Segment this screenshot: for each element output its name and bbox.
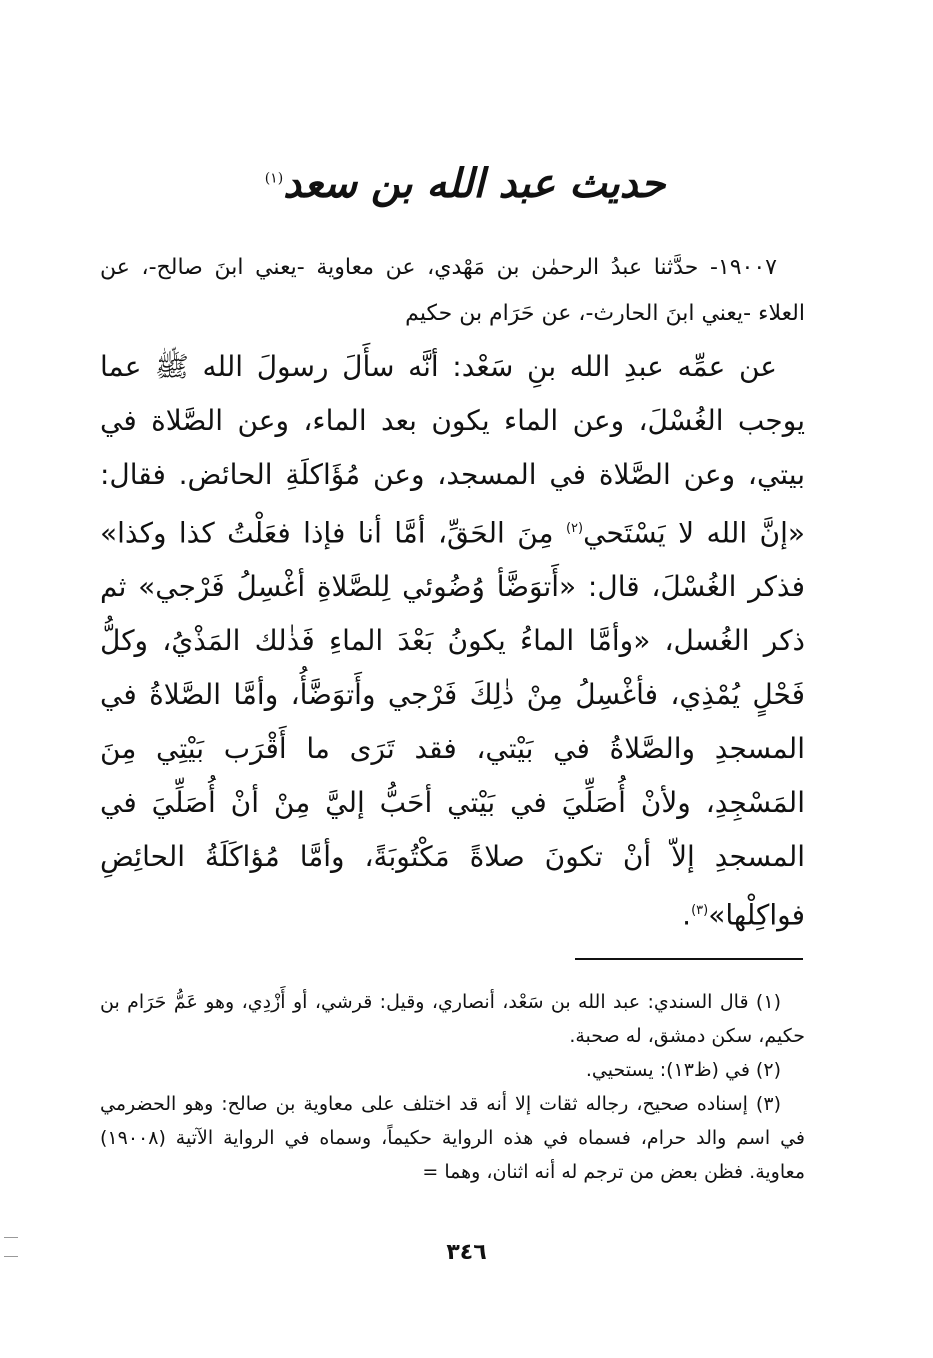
footnote-2	[100, 1053, 805, 1087]
footnote-2-text: (٢) في (ظ١٣): يستحيي.	[585, 1059, 781, 1081]
footnote-1	[100, 985, 805, 1053]
section-title-text: حديث عبد الله بن سعد	[283, 160, 666, 207]
isnad-text: ١٩٠٠٧- حدَّثنا عبدُ الرحمٰن بن مَهْدي، عن معاوية -يعني ابنَ صالح-، عن العلاء -يعني ابنَ الحارث-، عن حَرَام بن حكيم	[100, 255, 805, 326]
matn-end-punct: .	[682, 898, 692, 932]
matn-footnote-ref-3: (٣)	[691, 903, 709, 919]
footnote-3	[100, 1087, 805, 1189]
footnotes	[100, 985, 805, 1189]
footnote-1-text: (١) قال السندي: عبد الله بن سَعْد، أنصاري، وقيل: قرشي، أو أَزْدِي، وهو عَمُّ حَرَام بن حكيم، سكن دمشق، له صحبة.	[100, 991, 805, 1047]
matn-footnote-ref-2: (٢)	[565, 521, 584, 536]
scan-edge-mark	[4, 1237, 18, 1238]
page-number: ٣٤٦	[446, 1240, 487, 1265]
matn-text-part1: عن عمِّه عبدِ الله بنِ سَعْد: أنَّه سأَلَ رسولَ الله ﷺ عما يوجب الغُسْلَ، وعن الماء يكون بعد الماء، وعن الصَّلاة في بيتي، وعن الصَّلاة في المسجد، وعن مُؤَاكلَةِ الحائض. فقال: «إنَّ الله لا يَسْتَحي	[100, 350, 805, 550]
section-title	[250, 160, 680, 207]
hadith-matn	[100, 340, 805, 943]
footnote-3-text: (٣) إسناده صحيح، رجاله ثقات إلا أنه قد اختلف على معاوية بن صالح: وهو الحضرمي في اسم والد حرام، فسماه في هذه الرواية حكيماً، وسماه في الرواية الآتية (١٩٠٠٨) معاوية. فظن بعض من ترجم له أنه اثنان، وهما =	[100, 1093, 805, 1183]
hadith-isnad	[100, 245, 805, 337]
title-footnote-ref: (١)	[264, 170, 284, 187]
matn-text-part2: مِنَ الحَقِّ، أمَّا أنا فإذا فعَلْتُ كذا وكذا» فذكر الغُسْلَ، قال: «أَتوَضَّأ وُضُوئي لِلصَّلاةِ أغْسِلُ فَرْجي» ثم ذكر الغُسل، «وأمَّا الماءُ يكونُ بَعْدَ الماءِ فَذٰلك المَذْيُ، وكلُّ فَحْلٍ يُمْذِي، فأغْسِلُ مِنْ ذٰلِكَ فَرْجي وأَتوَضَّأُ، وأمَّا الصَّلاةُ في المسجدِ والصَّلاةُ في بَيْتي، فقد تَرَى ما أَقْرَب بَيْتِي مِنَ المَسْجِدِ، ولأنْ أُصَلِّيَ في بَيْتي أحَبُّ إليَّ مِنْ أنْ أُصَلِّيَ في المسجدِ إلاّ أنْ تكونَ صلاةً مَكْتُوبَةً، وأمَّا مُؤاكَلَةُ الحائِضِ فواكِلْها»	[100, 516, 805, 932]
footnote-divider	[575, 958, 803, 960]
scan-edge-mark	[4, 1256, 18, 1257]
